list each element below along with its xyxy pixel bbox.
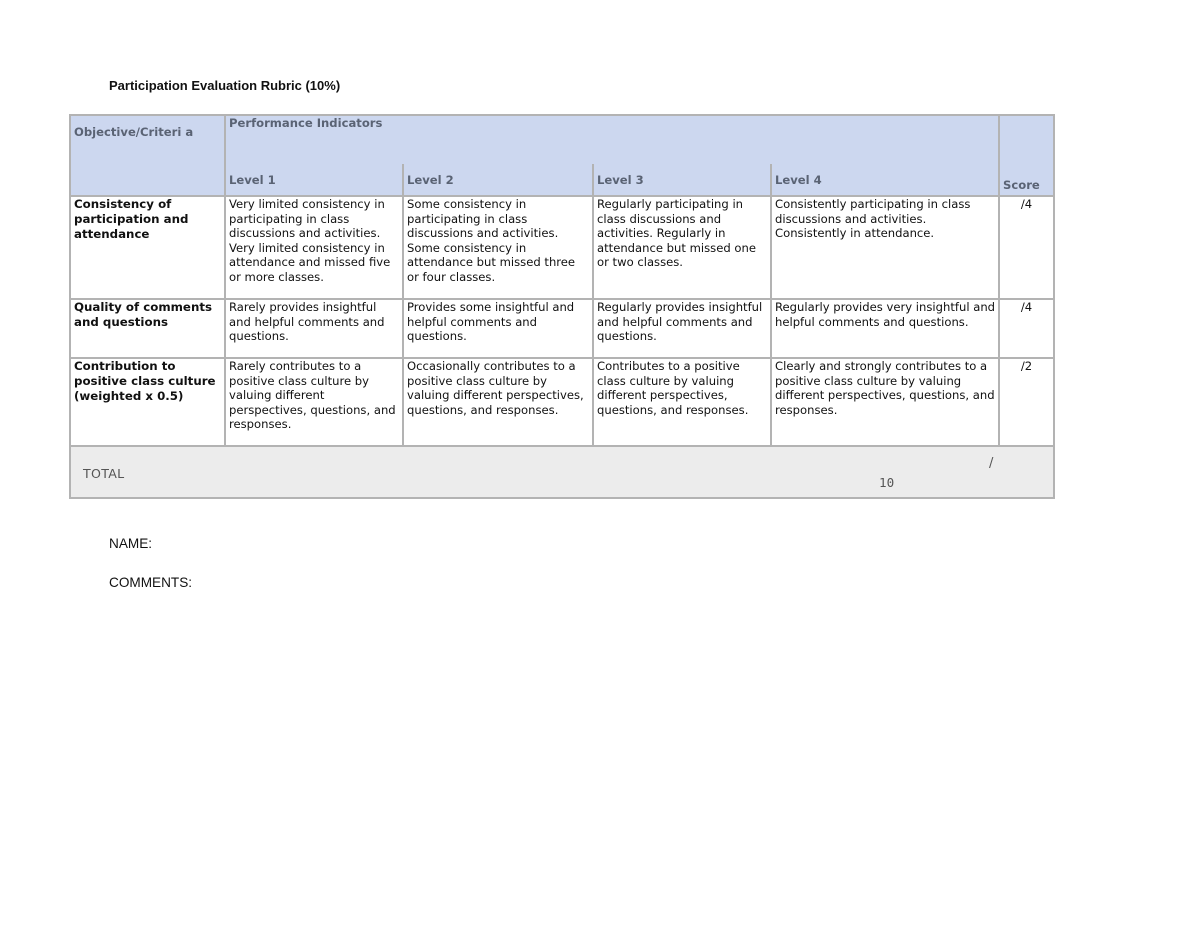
score-header — [999, 115, 1054, 196]
header-row-top — [70, 115, 1054, 164]
table-row — [70, 358, 1054, 446]
level-2-cell: Provides some insightful and helpful comments and questions. — [403, 299, 593, 358]
score-cell: /4 — [999, 196, 1054, 299]
table-row — [70, 299, 1054, 358]
level-3-cell: Contributes to a positive class culture by valuing different perspectives, questions, and responses. — [593, 358, 771, 446]
total-value: 10 — [879, 475, 895, 490]
score-cell: /4 — [999, 299, 1054, 358]
total-row — [70, 446, 1054, 498]
level-3-cell: Regularly provides insightful and helpful comments and questions. — [593, 299, 771, 358]
level-1-cell: Rarely contributes to a positive class culture by valuing different perspectives, questions, and responses. — [225, 358, 403, 446]
table-row — [70, 196, 1054, 299]
score-cell: /2 — [999, 358, 1054, 446]
level-4-cell: Regularly provides very insightful and helpful comments and questions. — [771, 299, 999, 358]
performance-indicators-header: Performance Indicators — [225, 115, 999, 164]
document-title: Participation Evaluation Rubric (10%) — [109, 78, 341, 93]
total-slash: / — [989, 456, 994, 471]
name-label: NAME: — [109, 536, 153, 551]
level-4-cell: Consistently participating in class discussions and activities. Consistently in attendance. — [771, 196, 999, 299]
level-3-cell: Regularly participating in class discussions and activities. Regularly in attendance but missed one or two classes. — [593, 196, 771, 299]
score-header-label: Score — [1003, 178, 1040, 193]
criterion-cell: Contribution to positive class culture (weighted x 0.5) — [70, 358, 225, 446]
level-2-cell: Occasionally contributes to a positive class culture by valuing different perspectives, questions, and responses. — [403, 358, 593, 446]
level-2-header: Level 2 — [403, 164, 593, 196]
objective-criteria-header: Objective/Criteri a — [70, 115, 225, 196]
level-4-cell: Clearly and strongly contributes to a positive class culture by valuing different perspectives, questions, and responses. — [771, 358, 999, 446]
level-1-cell: Very limited consistency in participating in class discussions and activities. Very limited consistency in attendance and missed five or more classes. — [225, 196, 403, 299]
criterion-cell: Quality of comments and questions — [70, 299, 225, 358]
total-cell — [70, 446, 1054, 498]
level-1-header: Level 1 — [225, 164, 403, 196]
comments-label: COMMENTS: — [109, 575, 193, 590]
criterion-cell: Consistency of participation and attendance — [70, 196, 225, 299]
level-1-cell: Rarely provides insightful and helpful comments and questions. — [225, 299, 403, 358]
rubric-table — [69, 114, 1055, 499]
total-label: TOTAL — [83, 466, 125, 481]
level-2-cell: Some consistency in participating in class discussions and activities. Some consistency in attendance but missed three or four classes. — [403, 196, 593, 299]
level-3-header: Level 3 — [593, 164, 771, 196]
level-4-header: Level 4 — [771, 164, 999, 196]
